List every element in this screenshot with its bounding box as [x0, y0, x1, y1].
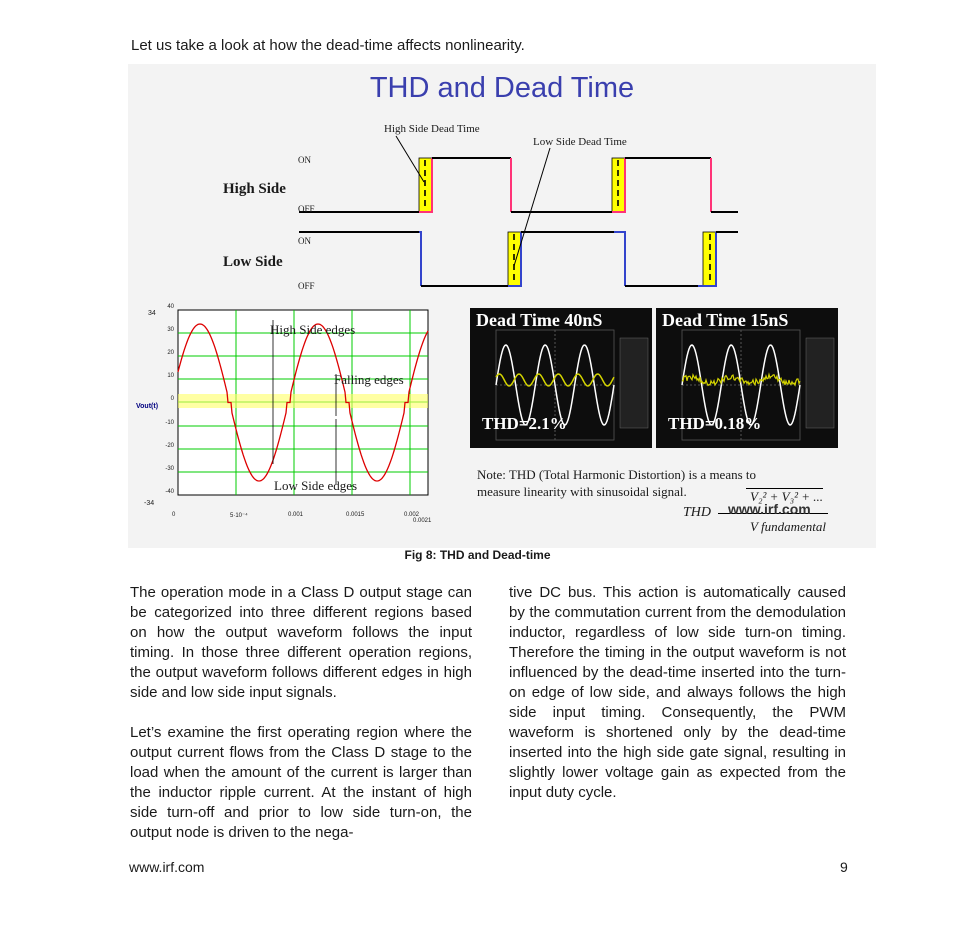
- page-number: 9: [840, 859, 848, 875]
- bottom-marker: -34: [144, 500, 155, 507]
- scope-15ns: [656, 308, 838, 448]
- low-side-label: Low Side: [223, 254, 283, 270]
- left-paragraph-1: The operation mode in a Class D output stage can be categorized into three different regions based on how the output waveform follows the input timing. In those three different operation regions, the output waveform follows different edges in high side and low side input signals.: [130, 584, 472, 701]
- x-tick-label: 0.001: [288, 512, 304, 518]
- y-tick-label: 30: [167, 327, 174, 334]
- thd-note: Note: THD (Total Harmonic Distortion) is a means to measure linearity with sinusoidal signal.: [477, 467, 757, 499]
- watermark: www.irf.com: [728, 501, 811, 517]
- formula-denominator: V fundamental: [750, 519, 826, 534]
- high-side-label: High Side: [223, 181, 286, 197]
- y-tick-label: 10: [167, 373, 174, 380]
- scope-40ns-thd: THD=2.1%: [482, 414, 567, 433]
- x-tick-label-extra: 0.0021: [413, 518, 432, 524]
- y-tick-label: 0: [170, 396, 174, 403]
- x-tick-labels: [128, 512, 468, 528]
- intro-text: Let us take a look at how the dead-time affects nonlinearity.: [131, 37, 525, 54]
- scope-40ns: [470, 308, 652, 448]
- y-axis-label: Vout(t): [136, 403, 159, 410]
- formula-numerator: V₂² + V₃² + ...: [746, 488, 823, 505]
- x-tick-label: 0: [172, 512, 176, 518]
- falling-edges-label: Falling edges: [334, 372, 404, 387]
- scope-15ns-thd: THD=0.18%: [668, 414, 762, 433]
- figure-caption: Fig 8: THD and Dead-time: [404, 548, 551, 562]
- high-side-dead-time-label: High Side Dead Time: [384, 123, 480, 135]
- y-tick-label: -20: [165, 442, 174, 449]
- x-tick-label: 5·10⁻⁴: [230, 513, 248, 519]
- scope-40ns-title: Dead Time 40nS: [476, 310, 603, 330]
- figure-title: THD and Dead Time: [369, 72, 635, 104]
- high-side-edges-label: High Side edges: [270, 322, 356, 337]
- low-side-dead-time-label: Low Side Dead Time: [533, 136, 627, 148]
- right-column: [509, 583, 846, 823]
- low-off-label: OFF: [298, 281, 315, 291]
- high-on-label: ON: [298, 155, 311, 165]
- x-tick-label: 0.002: [404, 512, 420, 518]
- formula-lhs: THD: [683, 505, 712, 520]
- figure: [128, 64, 876, 548]
- y-tick-label: 40: [167, 304, 174, 310]
- right-paragraph-1: tive DC bus. This action is automatically caused by the commutation current from the demodulation inductor, regardless of low side turn-on timing. Therefore the timing in the output waveform is not influenced by the dead-time inserted into the turn-on edge of low side, and always follows the high side input timing. Consequently, the PWM waveform is shortened only by the dead-time inserted into the high side gate signal, resulting in slightly lower voltage gain as expected from the input duty cycle.: [509, 584, 846, 801]
- top-marker: 34: [148, 310, 156, 317]
- y-tick-labels: [152, 304, 174, 504]
- low-side-edges-label: Low Side edges: [274, 478, 358, 493]
- left-column: [130, 583, 472, 863]
- scope-15ns-title: Dead Time 15nS: [662, 310, 789, 330]
- high-off-label: OFF: [298, 204, 315, 214]
- left-paragraph-2: Let’s examine the first operating region where the output current flows from the Class D stage to the load when the amount of the current is larger than the inductor ripple current. At the instant of high side turn-off and prior to low side turn-on, the output node is driven to the nega-: [130, 724, 472, 841]
- y-tick-label: -30: [165, 465, 174, 472]
- x-tick-label: 0.0015: [346, 512, 365, 518]
- low-on-label: ON: [298, 236, 311, 246]
- footer-url: www.irf.com: [129, 859, 205, 875]
- y-tick-label: -40: [165, 488, 174, 495]
- y-tick-label: 20: [167, 350, 174, 357]
- y-tick-label: -10: [165, 419, 174, 426]
